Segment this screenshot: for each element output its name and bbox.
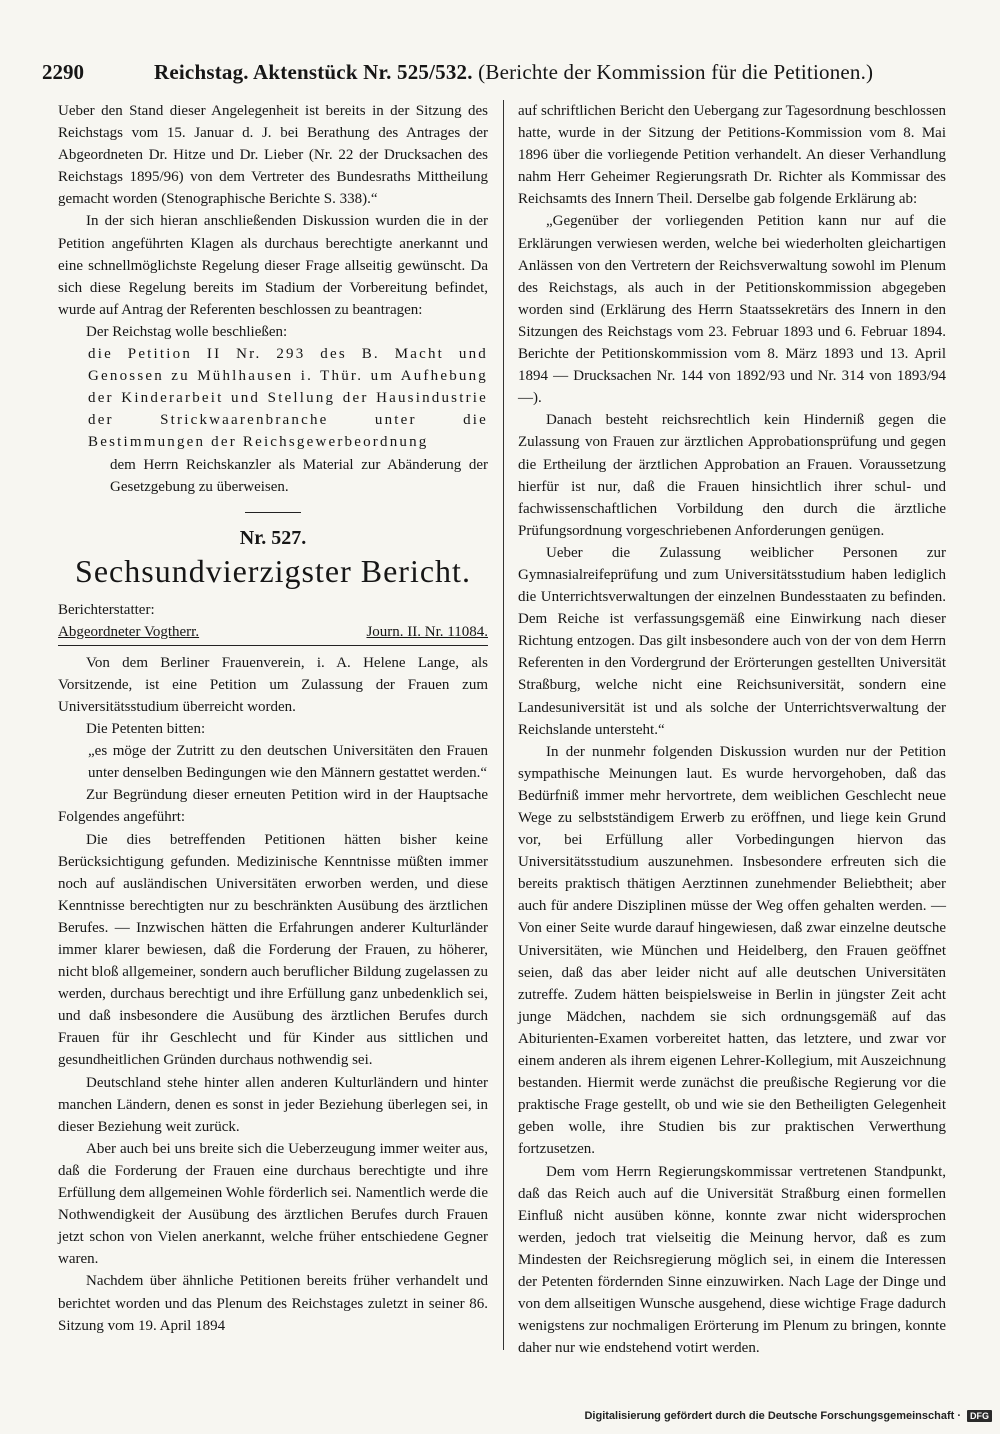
paragraph: Danach besteht reichsrechtlich kein Hinderniß gegen die Zulassung von Frauen zur ärztlichen Approbationsprüfung und gegen die Ertheilung der ärztlichen Approbation an Frauen. Voraussetzung hierfür ist nur, daß die Frauen hinsichtlich ihrer schul- und fachwissenschaftlichen Vorbildung den durch die ärztliche Prüfungsordnung vorgeschriebenen Anforderungen genügen. [518,412,946,539]
paragraph: Die Petenten bitten: [86,721,206,738]
column-divider [503,100,504,1350]
right-column [518,100,946,1359]
report-number: Nr. 527. [239,526,307,549]
digitization-credit [584,1410,992,1422]
declaration-quote: „Gegenüber der vorliegenden Petition kann nur auf die Erklärungen verwiesen werden, welche bei wiederholten gleichartigen Anlässen von den Vertretern der Reichsverwaltung sowohl im Plenum des Reichstags, als auch in der Petitionskommission abgegeben worden sind (Erklärung des Herrn Staatssekretärs des Innern in den Sitzungen des Reichstags vom 23. Februar 1893 und 6. Februar 1894. Berichte der Petitionskommission vom 8. März 1893 und 13. April 1894 — Drucksachen Nr. 144 von 1892/93 und Nr. 314 von 1893/94 —). [518,213,946,407]
reporter-name: Abgeordneter Vogtherr. [58,623,200,640]
paragraph: In der nunmehr folgenden Diskussion wurden nur der Petition sympathische Meinungen laut. Es wurde hervorgehoben, daß das Bedürfniß immer mehr hervortrete, dem weiblichen Geschlecht neue Wege zu selbstständigem Erwerb zu eröffnen, und liege kein Grund vor, bei Erfüllung aller Vorbedingungen hiervon das Universitätsstudium auszunehmen. Insbesondere erfreuten sich die bereits praktisch thätigen Aerztinnen zunehmender Beliebtheit; aber auch für andere Disziplinen müsse der Weg offen gehalten werden. — Von einer Seite wurde darauf hingewiesen, daß zwar einzelne deutsche Universitäten, wie München und Heidelberg, den Frauen geöffnet seien, daß das aber leider nicht auf alle deutschen Universitäten zutreffe. Zudem hätten beispielsweise in Berlin in jüngster Zeit acht junge Mädchen, nachdem sie sich ordnungsgemäß auf das Abiturienten-Examen vorbereitet hatten, das letztere, und zwar vor einem anderen als ihrem eigenen Lehrer-Kollegium, mit Auszeichnung bestanden. Hiermit werde zunächst die preußische Regierung vor die praktische Frage gestellt, ob und wie sie den Betheiligten Gelegenheit geben wolle, ihre Studien bis zur praktischen Verwerthung fortzusetzen. [518,743,946,1158]
paragraph: Aber auch bei uns breite sich die Ueberzeugung immer weiter aus, daß die Forderung der Frauen eine durchaus berechtigte und ihre Erfüllung dem allgemeinen Wohle förderlich sei. Namentlich werde die Nothwendigkeit der Ausübung des ärztlichen Berufes durch Frauen jetzt schon von Vielen anerkannt, welche früher entschiedene Gegner waren. [58,1140,488,1268]
paragraph: Ueber den Stand dieser Angelegenheit ist bereits in der Sitzung des Reichstags vom 15. Januar d. J. bei Berathung des Antrages der Abgeordneten Dr. Hitze und Dr. Lieber (Nr. 22 der Drucksachen des Reichstags 1895/96) von dem Vertreter des Bundesraths Mittheilung gemacht worden (Stenographische Berichte S. 338).“ [58,103,488,208]
petition-quote: „es möge der Zutritt zu den deutschen Universitäten den Frauen unter denselben Bedingungen wie den Männern gestattet werden.“ [88,743,488,782]
reporter-block [58,599,488,643]
paragraph: auf schriftlichen Bericht den Uebergang zur Tagesordnung beschlossen hatte, wurde in der Sitzung der Petitions-Kommission vom 8. Mai 1896 über die vorliegende Petition verhandelt. An dieser Verhandlung nahm Herr Geheimer Regierungsrath Dr. Richter als Kommissar des Reichsamts des Innern Theil. Derselbe gab folgende Erklärung ab: [518,103,946,208]
paragraph: Zur Begründung dieser erneuten Petition wird in der Hauptsache Folgendes angeführt: [58,787,488,826]
left-column [58,100,488,1337]
resolution-text: dem Herrn Reichskanzler als Material zur Abänderung der Gesetzgebung zu überweisen. [110,456,488,495]
running-title [154,60,873,85]
resolution-text: die Petition II Nr. 293 des B. Macht und Genossen zu Mühlhausen i. Thür. um Aufhebung der Kinderarbeit und Stellung der Hausindustrie der Strickwaarenbranche unter die Bestimmungen der Reichsgewerbeordnung [88,346,488,451]
paragraph: In der sich hieran anschließenden Diskussion wurden die in der Petition angeführten Klagen als durchaus berechtigte anerkannt und eine schnellmöglichste Regelung dieser Frage allseitig gewünscht. Da sich diese Regelung bereits im Stadium der Vorbereitung befindet, wurde auf Antrag der Referenten beschlossen zu beantragen: [58,213,488,318]
paragraph: Dem vom Herrn Regierungskommissar vertretenen Standpunkt, daß das Reich auch auf die Universität Straßburg einen formellen Einfluß nicht ausüben könne, konnte zwar nicht widersprochen werden, jedoch trat vielseitig die Meinung hervor, daß es zum Mindesten der Reichsregierung möglich sei, in einem die Interessen der Petenten fördernden Sinne einzuwirken. Nach Lage der Dinge und von dem allseitigen Wunsche ausgehend, diese wichtige Frage dadurch wenigstens zur nochmaligen Erörterung im Plenum zu bringen, konnte daher nur wie endstehend votirt werden. [518,1163,946,1357]
running-title-section: (Berichte der Kommission für die Petitionen.) [478,60,874,84]
journal-number: Journ. II. Nr. 11084. [366,623,488,640]
paragraph: Der Reichstag wolle beschließen: [86,323,288,340]
credit-text: Digitalisierung gefördert durch die Deutsche Forschungsgemeinschaft · [584,1410,961,1422]
paragraph: Die dies betreffenden Petitionen hätten bisher keine Berücksichtigung gefunden. Medizinische Kenntnisse müßten immer noch auf ausländischen Universitäten erworben werden, und diese Kenntnisse berechtigten nur zu beschränkten Ausübung des ärztlichen Berufes. — Inzwischen hätten die Erfahrungen anderer Kulturländer immer klarer bewiesen, daß die Forderung der Frauen, zu höherer, nicht bloß allgemeiner, sondern auch beruflicher Bildung zugelassen zu werden, durchaus berechtigt und ihre Erfüllung ganz unbedenklich sei, und daß insbesondere die Ausübung des ärztlichen Berufes durch Frauen für ihr Geschlecht und für Kinder aus sittlichen und gesundheitlichen Gründen durchaus nothwendig sei. [58,831,488,1069]
reporter-label: Berichterstatter: [58,601,155,618]
reporter-rule [58,645,488,646]
paragraph: Nachdem über ähnliche Petitionen bereits früher verhandelt und berichtet worden und das Plenum des Reichstages zuletzt in seiner 86. Sitzung vom 19. April 1894 [58,1273,488,1334]
page-header [38,54,958,88]
section-rule [245,512,301,513]
page-number: 2290 [42,60,84,84]
dfg-logo: DFG [967,1410,992,1422]
running-title-main: Reichstag. Aktenstück Nr. 525/532. [154,60,473,84]
paragraph: Deutschland stehe hinter allen anderen Kulturländern und hinter manchen Ländern, denen es sonst in jeder Beziehung überlegen sei, in dieser Beziehung weit zurück. [58,1074,488,1135]
paragraph: Ueber die Zulassung weiblicher Personen zur Gymnasialreifeprüfung und zum Universitätsstudium haben lediglich die Unterrichtsverwaltungen der einzelnen Bundesstaaten zu befinden. Dem Reiche ist verfassungsgemäß eine Einwirkung nach dieser Richtung entzogen. Das gilt insbesondere auch von der von dem Herrn Referenten in den Vordergrund der Erörterungen gestellten Universität Straßburg, welche nicht eine Reichsuniversität, sondern eine Landesuniversität ist und als solche der Unterrichtsverwaltung der Reichslande untersteht.“ [518,544,946,738]
report-title: Sechsundvierzigster Bericht. [75,552,471,589]
paragraph: Von dem Berliner Frauenverein, i. A. Helene Lange, als Vorsitzende, ist eine Petition um Zulassung der Frauen zum Universitätsstudium überreicht worden. [58,654,488,715]
